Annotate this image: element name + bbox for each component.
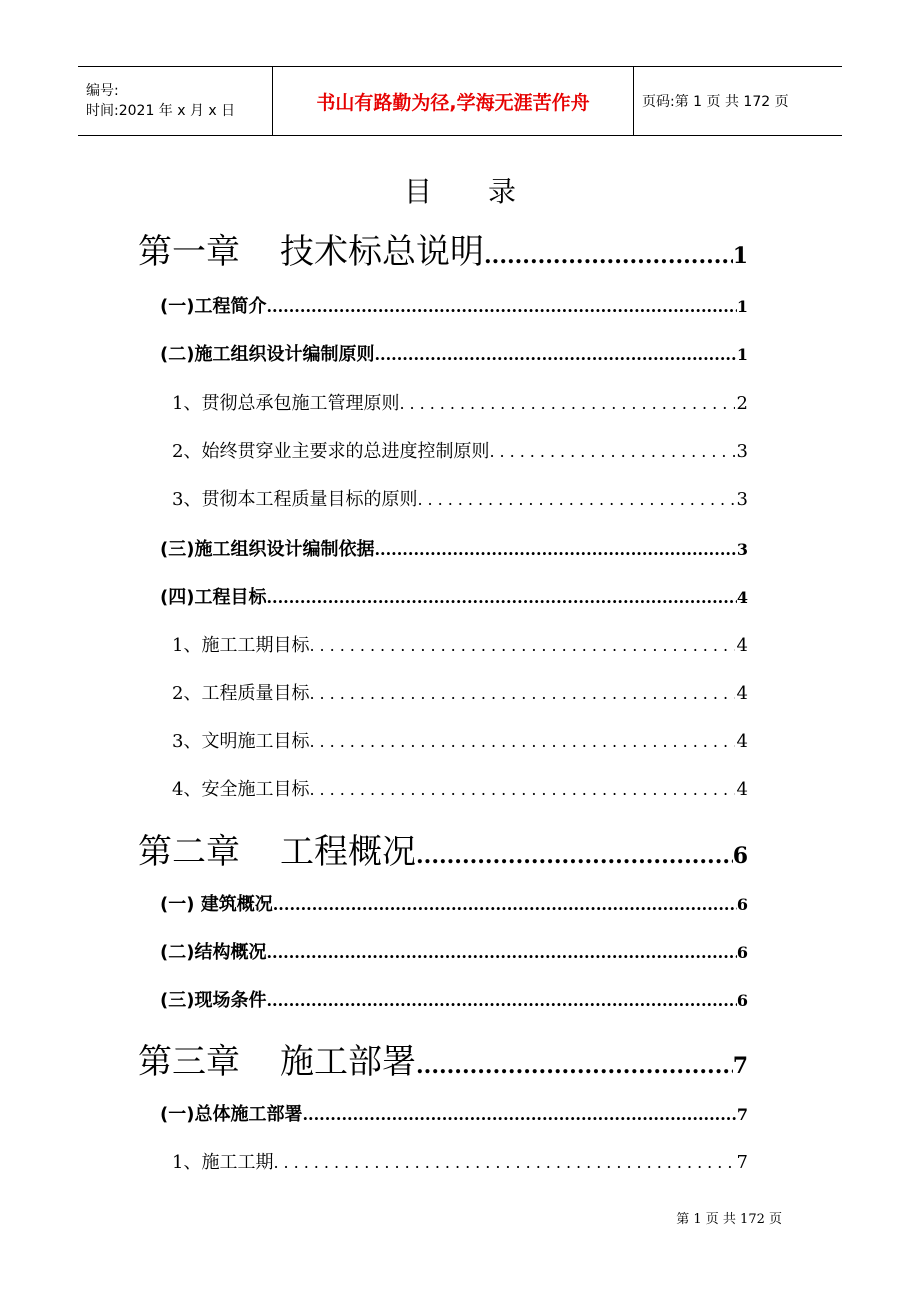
page-number: 4 <box>736 683 748 704</box>
toc-section[interactable] <box>160 890 748 916</box>
motto-text: 书山有路勤为径,学海无涯苦作舟 <box>316 91 590 114</box>
page-number: 4 <box>736 588 748 607</box>
page-number: 6 <box>732 843 748 869</box>
toc-chapter-3[interactable] <box>138 1034 748 1083</box>
dot-leader <box>266 588 736 607</box>
page-number: 2 <box>736 393 748 414</box>
dot-leader <box>273 895 737 914</box>
page-number: 1 <box>736 345 748 364</box>
chapter-number: 第三章 <box>138 1042 240 1082</box>
page-number: 4 <box>736 635 748 656</box>
toc-section[interactable] <box>160 340 748 366</box>
page-number: 4 <box>736 779 748 800</box>
dot-leader <box>484 243 733 269</box>
page-number: 6 <box>736 991 748 1010</box>
toc-section[interactable] <box>160 938 748 964</box>
page-number: 3 <box>736 489 748 510</box>
dot-leader <box>266 991 736 1010</box>
page-number: 3 <box>736 540 748 559</box>
page-number: 7 <box>732 1053 748 1079</box>
chapter-number: 第二章 <box>138 832 240 872</box>
page-number: 4 <box>736 731 748 752</box>
toc-item[interactable] <box>172 437 748 463</box>
dot-leader <box>309 780 734 799</box>
dot-leader <box>266 943 736 962</box>
item-label: 3、贯彻本工程质量目标的原则 <box>172 489 418 510</box>
dot-leader <box>309 684 734 703</box>
page-number: 7 <box>736 1152 748 1173</box>
item-label: 2、始终贯穿业主要求的总进度控制原则 <box>172 441 490 462</box>
page-number: 3 <box>736 441 748 462</box>
page-number: 1 <box>736 297 748 316</box>
dot-leader <box>489 442 734 461</box>
chapter-title: 技术标总说明 <box>280 232 484 272</box>
dot-leader <box>309 636 734 655</box>
page-number: 6 <box>736 943 748 962</box>
chapter-title: 施工部署 <box>280 1042 416 1082</box>
dot-leader <box>399 394 734 413</box>
item-label: 1、施工工期目标 <box>172 635 310 656</box>
item-label: 3、文明施工目标 <box>172 731 310 752</box>
section-label: (三)现场条件 <box>160 990 267 1011</box>
toc-item[interactable] <box>172 775 748 801</box>
toc-item[interactable] <box>172 631 748 657</box>
dot-leader <box>374 345 736 364</box>
toc-chapter-1[interactable] <box>138 224 748 273</box>
dot-leader <box>416 843 733 869</box>
toc-item[interactable] <box>172 389 748 415</box>
page-number: 6 <box>736 895 748 914</box>
toc-section[interactable] <box>160 583 748 609</box>
section-label: (一)工程简介 <box>160 296 267 317</box>
section-label: (三)施工组织设计编制依据 <box>160 539 375 560</box>
section-label: (二)施工组织设计编制原则 <box>160 344 375 365</box>
toc-item[interactable] <box>172 727 748 753</box>
item-label: 4、安全施工目标 <box>172 779 310 800</box>
dot-leader <box>417 490 734 509</box>
chapter-title: 工程概况 <box>280 832 416 872</box>
toc-title: 目录 <box>403 175 572 208</box>
section-label: (二)结构概况 <box>160 942 267 963</box>
section-label: (四)工程目标 <box>160 587 267 608</box>
dot-leader <box>273 1153 734 1172</box>
dot-leader <box>302 1105 736 1124</box>
item-label: 1、施工工期 <box>172 1152 274 1173</box>
document-number-label: 编号: <box>86 83 119 99</box>
dot-leader <box>374 540 736 559</box>
page-info-text: 页码:第 1 页 共 172 页 <box>642 94 789 110</box>
item-label: 2、工程质量目标 <box>172 683 310 704</box>
item-label: 1、贯彻总承包施工管理原则 <box>172 393 400 414</box>
page-number: 1 <box>732 243 748 269</box>
dot-leader <box>266 297 736 316</box>
toc-chapter-2[interactable] <box>138 824 748 873</box>
page-number: 7 <box>736 1105 748 1124</box>
document-time-label: 时间:2021 年 x 月 x 日 <box>86 103 236 119</box>
dot-leader <box>416 1053 733 1079</box>
dot-leader <box>309 732 734 751</box>
toc-item[interactable] <box>172 679 748 705</box>
toc-section[interactable] <box>160 292 748 318</box>
toc-section[interactable] <box>160 535 748 561</box>
toc-item[interactable] <box>172 1148 748 1174</box>
page-footer: 第 1 页 共 172 页 <box>676 1212 782 1227</box>
toc-item[interactable] <box>172 485 748 511</box>
toc-section[interactable] <box>160 986 748 1012</box>
chapter-number: 第一章 <box>138 232 240 272</box>
section-label: (一) 建筑概况 <box>160 894 273 915</box>
toc-section[interactable] <box>160 1100 748 1126</box>
section-label: (一)总体施工部署 <box>160 1104 303 1125</box>
